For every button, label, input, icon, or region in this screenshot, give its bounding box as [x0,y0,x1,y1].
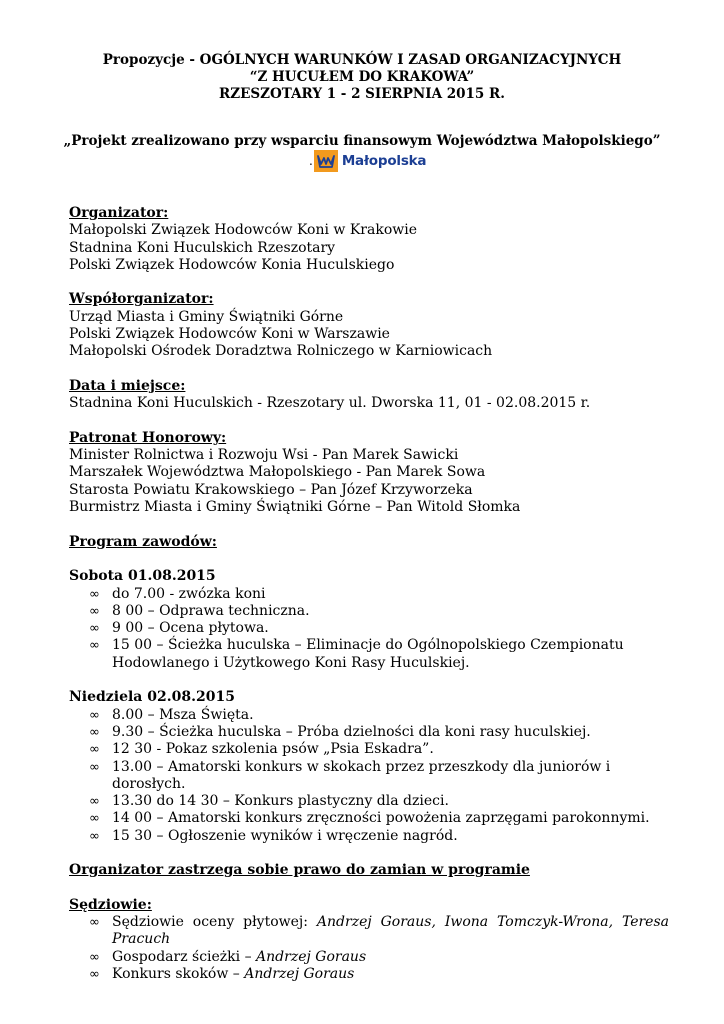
organizer-heading: Organizator: [69,205,169,221]
infinity-bullet-icon: ∞ [89,707,100,723]
coorganizer-heading: Współorganizator: [69,291,214,308]
coorganizer-item: Urząd Miasta i Gminy Świątniki Górne [69,308,344,325]
schedule-item: ∞ 12 30 - Pokaz szkolenia psów „Psia Eskadra”. [89,741,434,758]
patronage-heading: Patronat Honorowy: [69,429,227,446]
judge-names: Andrzej Goraus [244,966,355,983]
malopolska-crown-icon [314,150,338,172]
schedule-item: ∞ 8 00 – Odprawa techniczna. [89,602,310,619]
judge-item: ∞ Gospodarz ścieżki – Andrzej Goraus [89,948,367,965]
date-place-text: Stadnina Koni Huculskich - Rzeszotary ul. Dworska 11, 01 - 02.08.2015 r. [69,395,591,412]
schedule-item: ∞ 9 00 – Ocena płytowa. [89,620,269,637]
infinity-bullet-icon: ∞ [89,603,100,619]
judges-heading: Sędziowie: [69,896,152,913]
coorganizer-item: Polski Związek Hodowców Koni w Warszawie [69,326,390,343]
infinity-bullet-icon: ∞ [89,811,100,827]
infinity-bullet-icon: ∞ [89,828,100,844]
patronage-item: Burmistrz Miasta i Gminy Świątniki Górne – Pan Witold Słomka [69,499,521,516]
document-header [0,52,724,103]
patronage-item: Minister Rolnictwa i Rozwoju Wsi - Pan Marek Sawicki [69,447,459,464]
organizer-item: Stadnina Koni Huculskich Rzeszotary [69,239,336,256]
schedule-item: ∞ 9.30 – Ścieżka huculska – Próba dzielności dla koni rasy huculskiej. [89,723,591,740]
program-heading: Program zawodów: [69,533,217,550]
day2-schedule-list [69,707,669,845]
judge-names: Andrzej Goraus, Iwona Tomczyk-Wrona, Teresa Pracuch [112,914,669,948]
organizer-item: Małopolski Związek Hodowców Koni w Krakowie [69,222,418,239]
header-title: Propozycje - OGÓLNYCH WARUNKÓW I ZASAD ORGANIZACYJNYCH [102,52,622,68]
day1-schedule-list [69,586,669,672]
judge-item: ∞ Konkurs skoków – Andrzej Goraus [89,966,355,983]
infinity-bullet-icon: ∞ [89,742,100,758]
judge-item: ∞ Sędziowie oceny płytowej: Andrzej Goraus, Iwona Tomczyk-Wrona, Teresa Pracuch [89,914,669,948]
project-funding-note: „Projekt zrealizowano przy wsparciu finansowym Województwa Małopolskiego” [63,133,661,149]
infinity-bullet-icon: ∞ [89,794,100,810]
date-place-heading: Data i miejsce: [69,377,186,394]
infinity-bullet-icon: ∞ [89,759,100,775]
schedule-item: ∞ 13.30 do 14 30 – Konkurs plastyczny dla dzieci. [89,793,449,810]
infinity-bullet-icon: ∞ [89,586,100,602]
schedule-item: ∞ 15 00 – Ścieżka huculska – Eliminacje do Ogólnopolskiego Czempionatu Hodowlanego i Użytkowego Koni Rasy Huculskiej. [89,637,624,671]
coorganizer-item: Małopolski Ośrodek Doradztwa Rolniczego w Karniowicach [69,343,493,360]
schedule-item: ∞ 14 00 – Amatorski konkurs zręczności powożenia zaprzęgami parokonnymi. [89,810,650,827]
infinity-bullet-icon: ∞ [89,949,100,965]
organizer-item: Polski Związek Hodowców Konia Huculskiego [69,256,395,273]
schedule-item: ∞ do 7.00 - zwózka koni [89,585,266,602]
schedule-item: ∞ 13.00 – Amatorski konkurs w skokach przez przeszkody dla juniorów i dorosłych. [89,758,611,792]
patronage-item: Starosta Powiatu Krakowskiego – Pan Józef Krzyworzeka [69,481,473,498]
day1-title: Sobota 01.08.2015 [69,568,216,585]
logo-text: Małopolska [341,153,427,169]
infinity-bullet-icon: ∞ [89,621,100,637]
infinity-bullet-icon: ∞ [89,638,100,654]
logo-dot: . [309,154,313,168]
schedule-item: ∞ 15 30 – Ogłoszenie wyników i wręczenie nagród. [89,827,458,844]
judges-list [69,914,669,983]
schedule-item: ∞ 8.00 – Msza Święta. [89,706,254,723]
judge-names: Andrzej Goraus [256,948,367,965]
header-event-name: “Z HUCUŁEM DO KRAKOWA” [249,69,475,85]
infinity-bullet-icon: ∞ [89,915,100,931]
infinity-bullet-icon: ∞ [89,967,100,983]
patronage-item: Marszałek Województwa Małopolskiego - Pan Marek Sowa [69,464,486,481]
reservation-note: Organizator zastrzega sobie prawo do zamian w programie [69,862,530,879]
header-event-date: RZESZOTARY 1 - 2 SIERPNIA 2015 R. [219,86,505,102]
infinity-bullet-icon: ∞ [89,724,100,740]
day2-title: Niedziela 02.08.2015 [69,689,235,706]
malopolska-logo [309,150,426,172]
document-body [69,205,669,983]
